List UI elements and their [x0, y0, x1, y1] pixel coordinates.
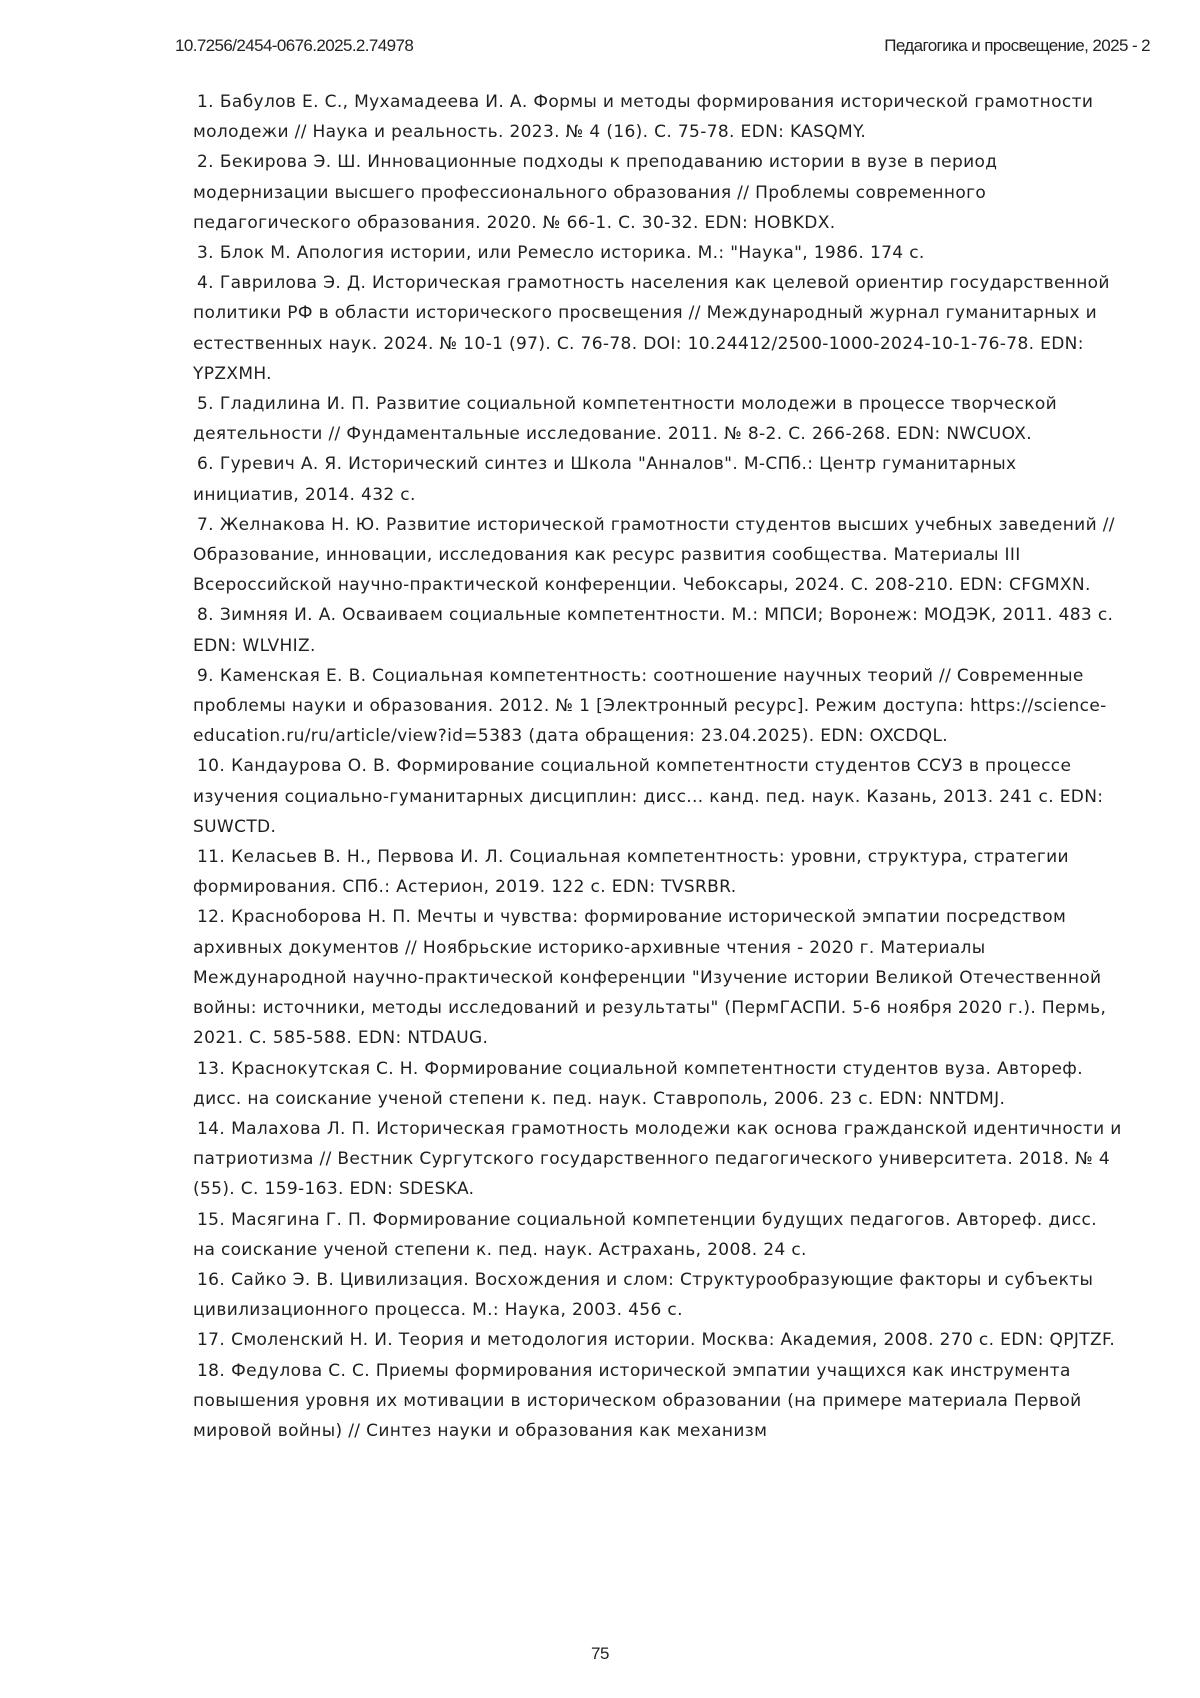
reference-text: Зимняя И. А. Осваиваем социальные компетентности. М.: МПСИ; Воронеж: МОДЭК, 2011. 483 с. EDN: WLVHIZ. [193, 605, 1114, 656]
reference-text: Бабулов Е. С., Мухамадеева И. А. Формы и методы формирования исторической грамотности молодежи // Наука и реальность. 2023. № 4 (16). С. 75-78. EDN: KASQMY. [193, 92, 1094, 143]
reference-item [193, 147, 1123, 238]
reference-number: 16. [197, 1269, 226, 1290]
reference-text: Масягина Г. П. Формирование социальной компетенции будущих педагогов. Автореф. дисс. на соискание ученой степени к. пед. наук. Астрахань, 2008. 24 с. [193, 1209, 1098, 1260]
reference-item [193, 389, 1123, 449]
reference-text: Смоленский Н. И. Теория и методология истории. Москва: Академия, 2008. 270 с. EDN: QPJTZF. [231, 1330, 1116, 1351]
reference-number: 8. [197, 605, 214, 626]
reference-item [193, 661, 1123, 752]
reference-item [193, 1054, 1123, 1114]
reference-text: Блок М. Апология истории, или Ремесло историка. М.: "Наука", 1986. 174 с. [219, 243, 925, 264]
reference-item [193, 1265, 1123, 1325]
reference-text: Красноборова Н. П. Мечты и чувства: формирование исторической эмпатии посредством архивных документов // Ноябрьские историко-архивные чтения - 2020 г. Материалы Международной научно-практической конференции "Изучение истории Великой Отечественной войны: источники, методы исследований и результаты" (ПермГАСПИ. 5-6 ноября 2020 г.). Пермь, 2021. С. 585-588. EDN: NTDAUG. [193, 907, 1107, 1049]
reference-item [193, 1356, 1123, 1447]
reference-number: 6. [197, 454, 214, 475]
reference-item [193, 902, 1123, 1053]
reference-number: 1. [197, 92, 214, 112]
reference-text: Краснокутская С. Н. Формирование социальной компетентности студентов вуза. Автореф. дисс. на соискание ученой степени к. пед. наук. Ставрополь, 2006. 23 с. EDN: NNTDMJ. [193, 1058, 1083, 1109]
reference-item [193, 1114, 1123, 1205]
reference-number: 13. [197, 1058, 226, 1079]
reference-item [193, 751, 1123, 842]
reference-number: 15. [197, 1209, 226, 1230]
reference-number: 9. [197, 665, 214, 686]
reference-item [193, 238, 1123, 268]
reference-text: Каменская Е. В. Социальная компетентность: соотношение научных теорий // Современные проблемы науки и образования. 2012. № 1 [Электронный ресурс]. Режим доступа: https://science-education.ru/ru/article/view?id=5383 (дата обращения: 23.04.2025). EDN: OXCDQL. [193, 665, 1107, 747]
reference-item [193, 449, 1123, 509]
reference-number: 17. [197, 1330, 226, 1351]
reference-item [193, 1325, 1123, 1355]
reference-number: 10. [197, 756, 226, 777]
reference-text: Желнакова Н. Ю. Развитие исторической грамотности студентов высших учебных заведений // Образование, инновации, исследования как ресурс развития сообщества. Материалы III Всероссийской научно-практической конференции. Чебоксары, 2024. С. 208-210. EDN: CFGMXN. [193, 514, 1115, 596]
reference-number: 12. [197, 907, 226, 928]
reference-text: Келасьев В. Н., Первова И. Л. Социальная компетентность: уровни, структура, стратегии формирования. СПб.: Астерион, 2019. 122 с. EDN: TVSRBR. [193, 847, 1069, 898]
reference-item [193, 87, 1123, 147]
reference-text: Малахова Л. П. Историческая грамотность молодежи как основа гражданской идентичности и патриотизма // Вестник Сургутского государственного педагогического университета. 2018. № 4 (55). С. 159-163. EDN: SDESKA. [193, 1118, 1122, 1200]
reference-text: Кандаурова О. В. Формирование социальной компетентности студентов ССУЗ в процессе изучения социально-гуманитарных дисциплин: дисс... канд. пед. наук. Казань, 2013. 241 с. EDN: SUWCTD. [193, 756, 1104, 837]
reference-item [193, 600, 1123, 660]
reference-number: 3. [197, 243, 214, 264]
reference-list [193, 87, 1123, 1446]
reference-number: 2. [197, 152, 214, 173]
reference-text: Бекирова Э. Ш. Инновационные подходы к преподаванию истории в вузе в период модернизации высшего профессионального образования // Проблемы современного педагогического образования. 2020. № 66-1. С. 30-32. EDN: HOBKDX. [193, 152, 998, 233]
reference-number: 14. [197, 1118, 226, 1139]
reference-number: 7. [197, 514, 214, 535]
page-number: 75 [590, 1644, 610, 1663]
reference-number: 18. [197, 1360, 226, 1381]
reference-text: Гаврилова Э. Д. Историческая грамотность населения как целевой ориентир государственной политики РФ в области исторического просвещения // Международный журнал гуманитарных и естественных наук. 2024. № 10-1 (97). С. 76-78. DOI: 10.24412/2500-1000-2024-10-1-76-78. EDN: YPZXMH. [193, 273, 1110, 384]
journal-title: Педагогика и просвещение, 2025 - 2 [884, 36, 1150, 55]
page-header [175, 36, 1150, 60]
reference-text: Сайко Э. В. Цивилизация. Восхождения и слом: Структурообразующие факторы и субъекты цивилизационного процесса. М.: Наука, 2003. 456 с. [193, 1269, 1094, 1321]
reference-item [193, 268, 1123, 389]
reference-number: 11. [197, 847, 226, 868]
reference-text: Федулова С. С. Приемы формирования исторической эмпатии учащихся как инструмента повышения уровня их мотивации в историческом образовании (на примере материала Первой мировой войны) // Синтез науки и образования как механизм [193, 1360, 1082, 1441]
reference-item [193, 1205, 1123, 1265]
reference-number: 5. [197, 394, 214, 415]
reference-item [193, 510, 1123, 601]
reference-text: Гуревич А. Я. Исторический синтез и Школа "Анналов". М-СПб.: Центр гуманитарных инициатив, 2014. 432 с. [193, 454, 1017, 505]
doi-label: 10.7256/2454-0676.2025.2.74978 [175, 36, 414, 55]
reference-text: Гладилина И. П. Развитие социальной компетентности молодежи в процессе творческой деятельности // Фундаментальные исследование. 2011. № 8-2. С. 266-268. EDN: NWCUOX. [193, 394, 1058, 445]
reference-item [193, 842, 1123, 902]
reference-number: 4. [197, 273, 214, 294]
